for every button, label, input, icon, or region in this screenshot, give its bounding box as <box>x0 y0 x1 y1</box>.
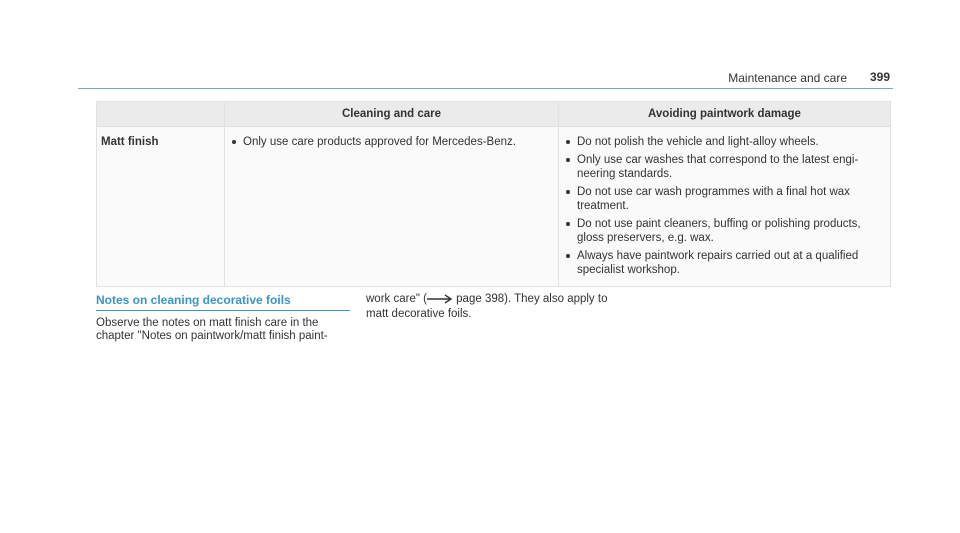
avoid-cell <box>559 127 891 287</box>
section-divider <box>96 310 350 311</box>
care-cell <box>225 127 559 287</box>
table-row <box>97 127 891 287</box>
care-list <box>231 135 552 149</box>
page-number: 399 <box>870 70 891 84</box>
body-paragraph-col2 <box>366 293 626 321</box>
care-table <box>96 101 891 287</box>
header-divider <box>78 88 893 89</box>
list-item <box>231 135 552 149</box>
avoid-list <box>565 135 884 277</box>
table-header-row <box>97 102 891 127</box>
list-item <box>565 153 884 181</box>
list-item-text: Do not polish the vehicle and light-alloy wheels. <box>577 136 819 148</box>
bullet-icon <box>566 140 570 144</box>
table-header-empty <box>97 102 225 127</box>
table-header-cleaning: Cleaning and care <box>225 102 559 127</box>
list-item-text: Do not use paint cleaners, buffing or polishing products, gloss preservers, e.g. wax. <box>577 218 861 244</box>
bullet-icon <box>232 140 236 144</box>
list-item <box>565 135 884 149</box>
list-item <box>565 249 884 277</box>
bullet-icon <box>566 222 570 226</box>
list-item-text: Always have paintwork repairs carried out at a qualified specialist workshop. <box>577 250 859 276</box>
list-item <box>565 185 884 213</box>
body-text-before-link: work care" ( <box>366 293 427 305</box>
section-heading: Notes on cleaning decorative foils <box>96 293 291 307</box>
table-header-avoiding: Avoiding paintwork damage <box>559 102 891 127</box>
bullet-icon <box>566 254 570 258</box>
bullet-icon <box>566 158 570 162</box>
body-paragraph-col1: Observe the notes on matt finish care in the chapter "Notes on paintwork/matt finish paint- <box>96 317 328 342</box>
running-header-title: Maintenance and care <box>728 71 847 85</box>
list-item-text: Only use care products approved for Mercedes-Benz. <box>243 136 516 148</box>
bullet-icon <box>566 190 570 194</box>
right-arrow-icon[interactable] <box>427 294 453 308</box>
list-item-text: Do not use car wash programmes with a final hot wax treatment. <box>577 186 850 212</box>
row-label: Matt finish <box>97 127 225 287</box>
list-item <box>565 217 884 245</box>
list-item-text: Only use car washes that correspond to the latest engineering standards. <box>577 154 859 180</box>
body-text-after-link: page 398). They also apply to matt decorative foils. <box>366 293 608 320</box>
